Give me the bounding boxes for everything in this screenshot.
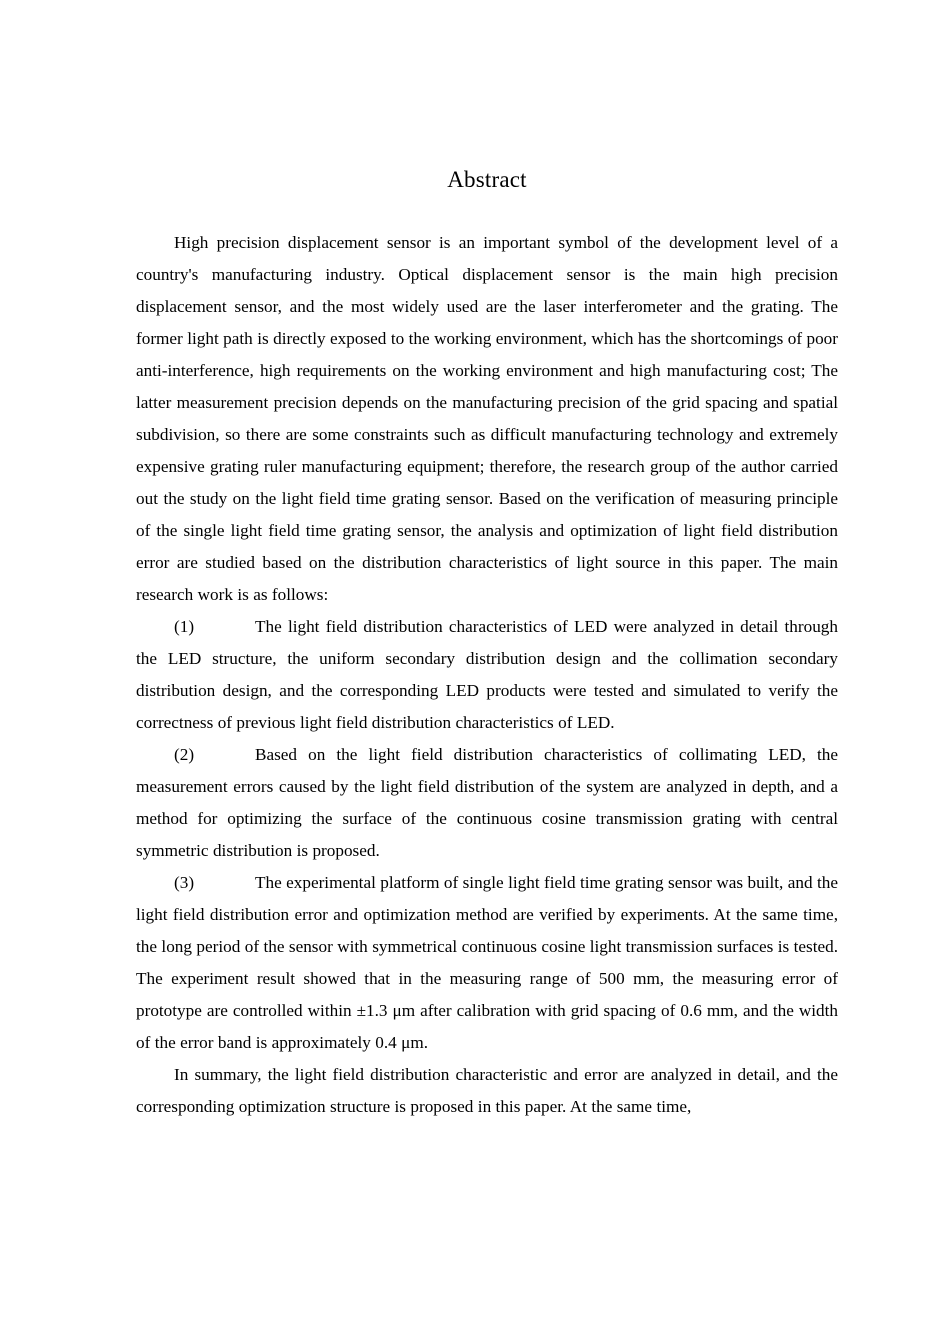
list-item-2 [136,739,838,867]
list-item-3-marker: (3) [174,873,195,892]
list-item-1-marker: (1) [174,617,195,636]
text-column [136,165,838,1123]
list-item-2-marker: (2) [174,745,195,764]
paragraph-intro: High precision displacement sensor is an important symbol of the development level of a country's manufacturing industry. Optical displacement sensor is the main high precision displacement sensor, and the most widely used are the laser interferometer and the grating. The former light path is directly exposed to the working environment, which has the shortcomings of poor anti-interference, high requirements on the working environment and high manufacturing cost; The latter measurement precision depends on the manufacturing precision of the grid spacing and spatial subdivision, so there are some constraints such as difficult manufacturing technology and extremely expensive grating ruler manufacturing equipment; therefore, the research group of the author carried out the study on the light field time grating sensor. Based on the verification of measuring principle of the single light field time grating sensor, the analysis and optimization of light field distribution error are studied based on the distribution characteristics of light source in this paper. The main research work is as follows: [136,233,838,604]
page-title: Abstract [447,167,527,192]
list-item-1 [136,611,838,739]
list-item-3-text: The experimental platform of single light field time grating sensor was built, and the light field distribution error and optimization method are verified by experiments. At the same time, the long period of the sensor with symmetrical continuous cosine light transmission surfaces is tested. The experiment result showed that in the measuring range of 500 mm, the measuring error of prototype are controlled within ±1.3 μm after calibration with grid spacing of 0.6 mm, and the width of the error band is approximately 0.4 μm. [136,873,838,1052]
list-item-2-text: Based on the light field distribution characteristics of collimating LED, the measurement errors caused by the light field distribution of the system are analyzed in depth, and a method for optimizing the surface of the continuous cosine transmission grating with central symmetric distribution is proposed. [136,745,838,860]
list-item-1-text: The light field distribution characteristics of LED were analyzed in detail through the LED structure, the uniform secondary distribution design and the collimation secondary distribution design, and the corresponding LED products were tested and simulated to verify the correctness of previous light field distribution characteristics of LED. [136,617,838,732]
list-item-3 [136,867,838,1059]
paragraph-summary: In summary, the light field distribution characteristic and error are analyzed in detail, and the corresponding optimization structure is proposed in this paper. At the same time, [136,1065,838,1116]
